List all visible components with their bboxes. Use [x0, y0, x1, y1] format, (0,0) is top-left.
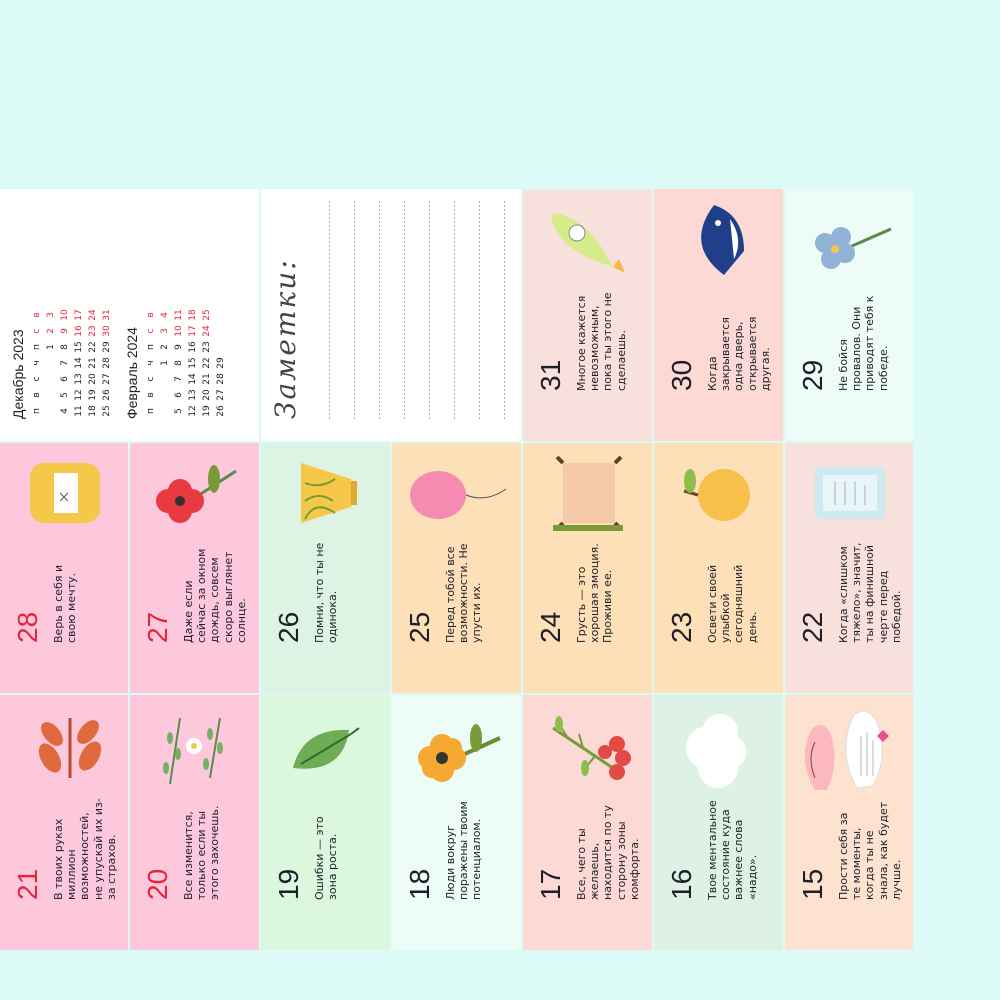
calendar-day[interactable]: 28: [102, 357, 112, 369]
day-quote: Ошибки — это зона роста.: [313, 816, 340, 900]
calendar-day[interactable]: 6: [60, 376, 70, 382]
calendar-day[interactable]: 14: [188, 373, 198, 385]
day-number: 15: [797, 868, 828, 900]
day-number: 23: [666, 611, 697, 643]
day-quote: Освети своей улыбкой сегодняшний день.: [706, 564, 759, 643]
calendar-day[interactable]: 11: [74, 405, 84, 417]
calendar-day[interactable]: 28: [216, 373, 226, 385]
day-card-16: [654, 695, 783, 950]
calendar-day[interactable]: [158, 371, 172, 387]
day-quote: Прости себя за те моменты, когда ты не знала, как будет лучше.: [837, 801, 903, 900]
calendar-table: [30, 307, 114, 419]
calendar-day[interactable]: [44, 355, 58, 371]
lamp-icon: [271, 446, 379, 541]
leaves-icon: [10, 703, 118, 798]
calendar-day[interactable]: 4: [160, 312, 170, 318]
calendar-day[interactable]: 5: [60, 392, 70, 398]
calendar-day[interactable]: 10: [174, 325, 184, 337]
whale-icon: [664, 194, 772, 289]
calendar-day[interactable]: 16: [188, 341, 198, 353]
calendar-page: [0, 150, 1000, 950]
day-quote: Не бойся провалов. Они приводят тебя к победе.: [837, 295, 890, 391]
day-number: 28: [12, 611, 43, 643]
calendar-day[interactable]: 12: [74, 389, 84, 401]
calendar-day[interactable]: 2: [46, 328, 56, 334]
calendar-table: [144, 307, 228, 419]
week-row: [58, 307, 72, 419]
day-card-29: [785, 189, 913, 441]
day-number: 29: [797, 359, 828, 391]
day-number: 22: [797, 611, 828, 643]
day-number: 17: [535, 868, 566, 900]
calendar-day[interactable]: 8: [60, 344, 70, 350]
day-quote: В твоих руках миллион возможностей, не упускай их из-за страхов.: [52, 798, 118, 900]
week-row: [72, 307, 86, 419]
dialog-bubbles-icon: [795, 703, 903, 798]
calendar-day[interactable]: 18: [88, 405, 98, 417]
calendar-day[interactable]: 16: [74, 325, 84, 337]
calendar-day[interactable]: 31: [102, 309, 112, 321]
red-flower-icon: [140, 446, 248, 541]
day-card-26: [261, 443, 390, 693]
weekday-label: в: [146, 312, 156, 318]
calendar-day[interactable]: 21: [88, 357, 98, 369]
calendar-december-2023: [10, 179, 114, 419]
calendar-day[interactable]: 19: [88, 389, 98, 401]
calendar-day[interactable]: [214, 339, 228, 355]
day-card-19: [261, 695, 390, 950]
calendar-day[interactable]: 23: [88, 325, 98, 337]
weekday-label: с: [32, 328, 42, 334]
flower-icon: [402, 703, 510, 798]
calendar-day[interactable]: 22: [88, 341, 98, 353]
day-number: 27: [142, 611, 173, 643]
day-card-27: [130, 443, 259, 693]
day-number: 18: [404, 868, 435, 900]
weekday-label: п: [32, 408, 42, 414]
day-quote: Перед тобой все возможности. Не упусти их.: [444, 543, 484, 643]
weekday-label: в: [32, 312, 42, 318]
day-card-23: [654, 443, 783, 693]
calendar-day[interactable]: 26: [102, 389, 112, 401]
calendar-day[interactable]: 13: [188, 389, 198, 401]
notes-lines[interactable]: [305, 199, 509, 419]
calendar-day[interactable]: 9: [60, 328, 70, 334]
calendar-day[interactable]: [214, 323, 228, 339]
calendar-day[interactable]: 29: [216, 357, 226, 369]
day-number: 21: [12, 868, 43, 900]
calendar-day[interactable]: 26: [216, 405, 226, 417]
orange-icon: [664, 446, 772, 541]
day-card-15: [785, 695, 913, 950]
week-row: [172, 307, 186, 419]
weekday-label: с: [146, 328, 156, 334]
cloud-icon: [664, 703, 772, 798]
calendar-day[interactable]: 15: [74, 341, 84, 353]
calendar-day[interactable]: 20: [88, 373, 98, 385]
calendar-day[interactable]: 8: [174, 360, 184, 366]
calendar-day[interactable]: 17: [188, 325, 198, 337]
calendar-day[interactable]: 14: [74, 357, 84, 369]
day-quote: Все изменится, только если ты этого захочешь.: [182, 805, 222, 900]
day-quote: Люди вокруг поражены твоим потенциалом.: [444, 801, 484, 900]
weekday-label: п: [146, 408, 156, 414]
bench-icon: [533, 446, 641, 541]
day-quote: Многое кажется невозможным, пока ты этого не сделаешь.: [575, 292, 628, 391]
mini-calendars: [0, 189, 259, 441]
week-row: [214, 307, 228, 419]
calendar-day[interactable]: 24: [202, 325, 212, 337]
calendar-day[interactable]: 18: [188, 309, 198, 321]
day-card-31: [523, 189, 652, 441]
week-row: [100, 307, 114, 419]
weekday-label: с: [146, 376, 156, 382]
day-card-25: [392, 443, 521, 693]
day-number: 19: [273, 868, 304, 900]
rocket-icon: [533, 194, 641, 289]
box-icon: [795, 446, 903, 541]
calendar-day[interactable]: 19: [202, 405, 212, 417]
calendar-day[interactable]: 9: [174, 344, 184, 350]
week-row: [186, 307, 200, 419]
day-quote: Грусть — это хорошая эмоция. Проживи ее.: [575, 543, 615, 643]
calendar-day[interactable]: 15: [188, 357, 198, 369]
calendar-day[interactable]: 20: [202, 389, 212, 401]
weekday-label: ч: [146, 360, 156, 366]
notes-area[interactable]: [261, 189, 521, 441]
weekday-row: [144, 307, 158, 419]
calendar-day[interactable]: 30: [102, 325, 112, 337]
calendar-day[interactable]: 29: [102, 341, 112, 353]
calendar-day[interactable]: 25: [202, 309, 212, 321]
day-quote: Все, чего ты желаешь, находится по ту сторону зоны комфорта.: [575, 805, 641, 900]
day-number: 25: [404, 611, 435, 643]
week-row: [44, 307, 58, 419]
day-number: 20: [142, 868, 173, 900]
day-card-18: [392, 695, 521, 950]
berries-icon: [533, 703, 641, 798]
weekday-label: ч: [32, 360, 42, 366]
weekday-label: с: [32, 376, 42, 382]
calendar-day[interactable]: 10: [60, 309, 70, 321]
calendar-day[interactable]: [214, 307, 228, 323]
yellow-cat-icon: [10, 446, 118, 541]
weekday-label: в: [146, 392, 156, 398]
leaf-icon: [271, 703, 379, 798]
blue-flowers-icon: [795, 194, 903, 289]
balloon-icon: [402, 446, 510, 541]
calendar-day[interactable]: 3: [46, 312, 56, 318]
day-card-17: [523, 695, 652, 950]
day-number: 30: [666, 359, 697, 391]
calendar-day[interactable]: 1: [46, 344, 56, 350]
day-quote: Верь в себя и свою мечту.: [52, 564, 79, 643]
weekday-row: [30, 307, 44, 419]
calendar-day[interactable]: 7: [174, 376, 184, 382]
calendar-day[interactable]: [44, 371, 58, 387]
weekday-label: п: [146, 344, 156, 350]
calendar-day[interactable]: 2: [160, 344, 170, 350]
calendar-day[interactable]: [44, 403, 58, 419]
calendar-february-2024: [124, 179, 228, 419]
calendar-title: Февраль 2024: [124, 327, 140, 419]
day-number: 24: [535, 611, 566, 643]
calendar-day[interactable]: 17: [74, 309, 84, 321]
calendar-day[interactable]: 4: [60, 408, 70, 414]
weekday-label: п: [32, 344, 42, 350]
day-number: 26: [273, 611, 304, 643]
calendar-day[interactable]: 21: [202, 373, 212, 385]
calendar-day[interactable]: 1: [160, 360, 170, 366]
day-quote: Когда закрывается одна дверь, открывается другая.: [706, 316, 772, 391]
day-quote: Твое ментальное состояние куда важнее слова «надо».: [706, 800, 759, 900]
day-card-22: [785, 443, 913, 693]
day-quote: Когда «слишком тяжело», значит, ты на финишной черте перед победой.: [837, 542, 903, 643]
calendar-day[interactable]: 13: [74, 373, 84, 385]
calendar-day[interactable]: 12: [188, 405, 198, 417]
calendar-day[interactable]: [158, 387, 172, 403]
calendar-day[interactable]: 27: [216, 389, 226, 401]
notes-title: Заметки:: [269, 258, 302, 419]
calendar-day[interactable]: 5: [174, 408, 184, 414]
week-row: [86, 307, 100, 419]
day-quote: Помни, что ты не одинока.: [313, 542, 340, 643]
day-quote: Даже если сейчас за окном дождь, совсем скоро выглянет солнце.: [182, 548, 248, 643]
day-number: 31: [535, 359, 566, 391]
calendar-day[interactable]: 3: [160, 328, 170, 334]
day-card-20: [130, 695, 259, 950]
day-card-28: [0, 443, 128, 693]
calendar-day[interactable]: [158, 403, 172, 419]
calendar-day[interactable]: 7: [60, 360, 70, 366]
calendar-day[interactable]: 25: [102, 405, 112, 417]
day-card-30: [654, 189, 783, 441]
day-number: 16: [666, 868, 697, 900]
sprigs-icon: [140, 703, 248, 798]
weekday-label: в: [32, 392, 42, 398]
week-row: [200, 307, 214, 419]
calendar-day[interactable]: 11: [174, 309, 184, 321]
calendar-day[interactable]: 23: [202, 341, 212, 353]
calendar-day[interactable]: 27: [102, 373, 112, 385]
calendar-day[interactable]: [44, 387, 58, 403]
calendar-day[interactable]: 22: [202, 357, 212, 369]
calendar-title: Декабрь 2023: [10, 329, 26, 419]
week-row: [158, 307, 172, 419]
calendar-day[interactable]: 24: [88, 309, 98, 321]
day-card-24: [523, 443, 652, 693]
calendar-day[interactable]: 6: [174, 392, 184, 398]
day-card-21: [0, 695, 128, 950]
